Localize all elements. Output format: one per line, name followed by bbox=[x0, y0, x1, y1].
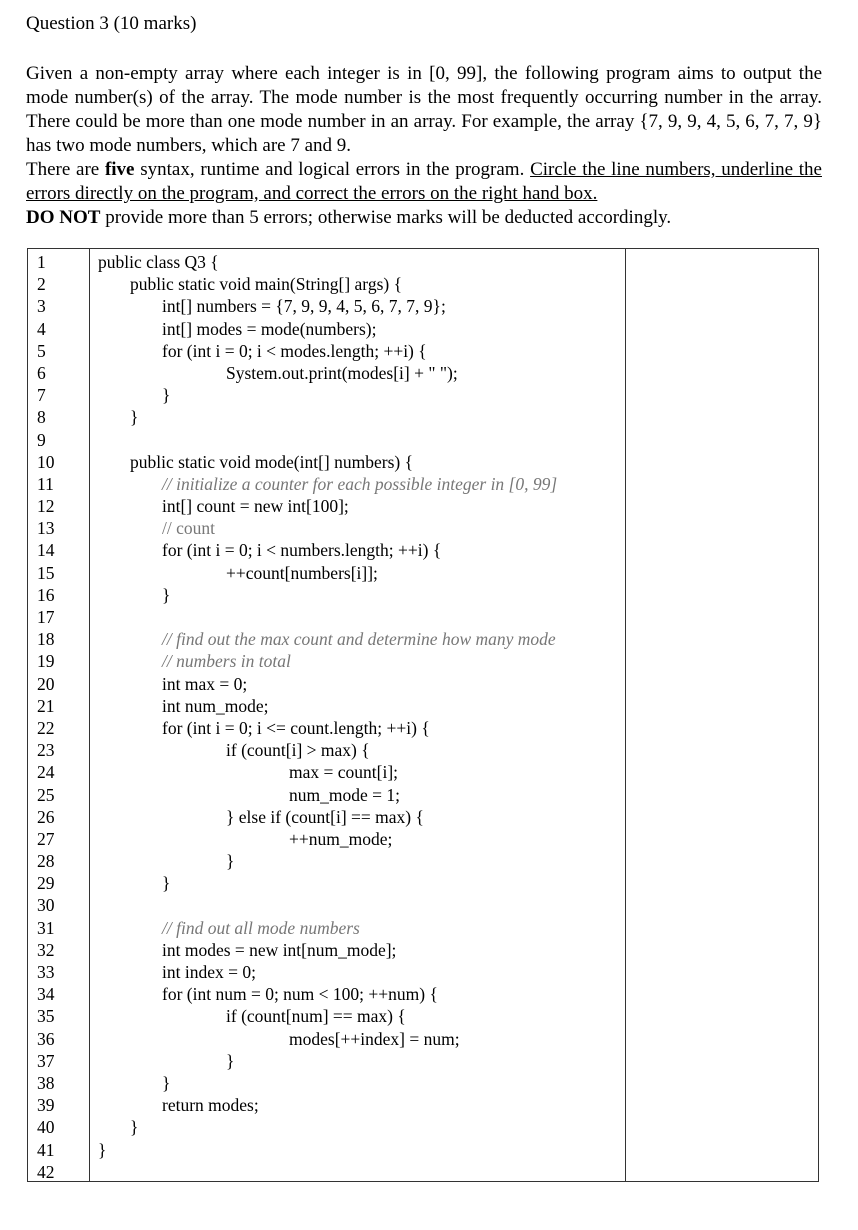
code-text: } bbox=[162, 1072, 171, 1093]
code-text: } bbox=[98, 1139, 107, 1160]
code-text: public static void mode(int[] numbers) { bbox=[130, 451, 413, 472]
code-text: ++num_mode; bbox=[289, 828, 393, 849]
line-number[interactable]: 26 bbox=[37, 806, 55, 827]
line-number[interactable]: 41 bbox=[37, 1139, 55, 1160]
line-number[interactable]: 8 bbox=[37, 407, 46, 428]
code-text: if (count[num] == max) { bbox=[226, 1006, 406, 1027]
code-comment: // initialize a counter for each possible integer in [0, 99] bbox=[162, 473, 558, 494]
line-number[interactable]: 17 bbox=[37, 607, 55, 627]
line-number[interactable]: 27 bbox=[37, 828, 55, 849]
question-title: Question 3 (10 marks) bbox=[26, 13, 197, 34]
code-comment: // count bbox=[162, 518, 215, 539]
code-text: for (int num = 0; num < 100; ++num) { bbox=[162, 984, 438, 1005]
line-number[interactable]: 9 bbox=[37, 429, 46, 450]
line-number[interactable]: 16 bbox=[37, 584, 55, 605]
code-comment: // numbers in total bbox=[162, 651, 291, 672]
line-number[interactable]: 31 bbox=[37, 917, 55, 938]
line-number[interactable]: 5 bbox=[37, 340, 46, 361]
line-number[interactable]: 25 bbox=[37, 784, 55, 805]
answer-box[interactable] bbox=[626, 249, 818, 1181]
code-text: public static void main(String[] args) { bbox=[130, 274, 402, 295]
line-number[interactable]: 33 bbox=[37, 962, 55, 982]
code-text: int[] count = new int[100]; bbox=[162, 496, 349, 517]
instr-bold-five: five bbox=[104, 159, 135, 180]
question-description: Given a non-empty array where each integer is in [0, 99], the following program aims to output the mode number(s) of the array. The mode number is the most frequently occurring number in the array. There could be more than one mode number in an array. For example, the array {7, 9, 9, 4, 5, 6, 7, 7, 9} has two mode numbers, which are 7 and 9. bbox=[26, 63, 822, 156]
code-text: modes[++index] = num; bbox=[289, 1028, 460, 1049]
question-instructions bbox=[26, 62, 822, 230]
line-number[interactable]: 23 bbox=[37, 740, 55, 761]
line-number[interactable]: 37 bbox=[37, 1050, 55, 1071]
code-text: } bbox=[162, 385, 171, 406]
code-text: } bbox=[226, 851, 235, 872]
line-number[interactable]: 19 bbox=[37, 651, 55, 672]
line-number[interactable]: 22 bbox=[37, 717, 55, 738]
code-comment: // find out the max count and determine how many mode bbox=[162, 629, 556, 650]
code-text: max = count[i]; bbox=[289, 762, 399, 783]
code-text: int[] numbers = {7, 9, 9, 4, 5, 6, 7, 7, 9}; bbox=[162, 296, 446, 317]
code-table bbox=[27, 248, 819, 1182]
code-text: } else if (count[i] == max) { bbox=[226, 806, 424, 827]
line-number[interactable]: 34 bbox=[37, 984, 55, 1005]
line-number[interactable]: 18 bbox=[37, 629, 55, 650]
line-number[interactable]: 2 bbox=[37, 274, 46, 295]
line-number[interactable]: 36 bbox=[37, 1028, 55, 1049]
error-instructions bbox=[26, 158, 822, 206]
warning-instructions bbox=[26, 206, 822, 230]
line-number[interactable]: 42 bbox=[37, 1161, 55, 1182]
code-text: int index = 0; bbox=[162, 962, 256, 982]
code-text: } bbox=[162, 873, 171, 894]
code-comment: // find out all mode numbers bbox=[162, 917, 360, 938]
line-number[interactable]: 14 bbox=[37, 540, 55, 561]
code-text: } bbox=[130, 407, 139, 428]
instr-text-a: There are bbox=[26, 159, 105, 180]
line-number[interactable]: 6 bbox=[37, 362, 46, 383]
code-text: for (int i = 0; i < modes.length; ++i) { bbox=[162, 340, 427, 361]
code-text: num_mode = 1; bbox=[289, 784, 400, 805]
line-number[interactable]: 20 bbox=[37, 673, 55, 694]
instr-text-b: syntax, runtime and logical errors in the program. bbox=[134, 159, 531, 180]
code-text: ++count[numbers[i]]; bbox=[226, 562, 378, 583]
code-text: int num_mode; bbox=[162, 695, 269, 716]
line-number[interactable]: 24 bbox=[37, 762, 55, 783]
code-text: } bbox=[162, 584, 171, 605]
line-number[interactable]: 10 bbox=[37, 451, 55, 472]
line-number[interactable]: 32 bbox=[37, 939, 55, 960]
line-number[interactable]: 29 bbox=[37, 873, 55, 894]
line-number[interactable]: 21 bbox=[37, 695, 55, 716]
code-text: for (int i = 0; i < numbers.length; ++i) { bbox=[162, 540, 442, 561]
line-number[interactable]: 11 bbox=[37, 473, 54, 494]
line-number[interactable]: 4 bbox=[37, 318, 46, 339]
line-number[interactable]: 15 bbox=[37, 562, 55, 583]
code-text: for (int i = 0; i <= count.length; ++i) { bbox=[162, 717, 430, 738]
code-text: public class Q3 { bbox=[98, 252, 219, 272]
line-number[interactable]: 40 bbox=[37, 1117, 55, 1138]
line-number[interactable]: 35 bbox=[37, 1006, 55, 1027]
code-text: int[] modes = mode(numbers); bbox=[162, 318, 377, 339]
line-number[interactable]: 30 bbox=[37, 895, 55, 916]
instr-underlined: Circle the line numbers, underline the errors directly on the program, and correct the errors on the right hand box. bbox=[26, 159, 822, 204]
code-text: return modes; bbox=[162, 1095, 259, 1116]
line-number[interactable]: 12 bbox=[37, 496, 55, 517]
code-text: } bbox=[130, 1117, 139, 1138]
code-text: if (count[i] > max) { bbox=[226, 740, 370, 761]
code-text: System.out.print(modes[i] + " "); bbox=[226, 362, 458, 383]
line-number[interactable]: 3 bbox=[37, 296, 46, 317]
instr-warning-rest: provide more than 5 errors; otherwise marks will be deducted accordingly. bbox=[100, 207, 672, 228]
code-text: int max = 0; bbox=[162, 673, 248, 694]
line-number[interactable]: 13 bbox=[37, 518, 55, 539]
line-number[interactable]: 38 bbox=[37, 1072, 55, 1093]
line-number[interactable]: 7 bbox=[37, 385, 46, 406]
line-number[interactable]: 1 bbox=[37, 252, 46, 272]
line-number[interactable]: 39 bbox=[37, 1095, 55, 1116]
code-text: } bbox=[226, 1050, 235, 1071]
code-text: int modes = new int[num_mode]; bbox=[162, 939, 397, 960]
instr-bold-do-not: DO NOT bbox=[26, 207, 101, 228]
line-number[interactable]: 28 bbox=[37, 851, 55, 872]
